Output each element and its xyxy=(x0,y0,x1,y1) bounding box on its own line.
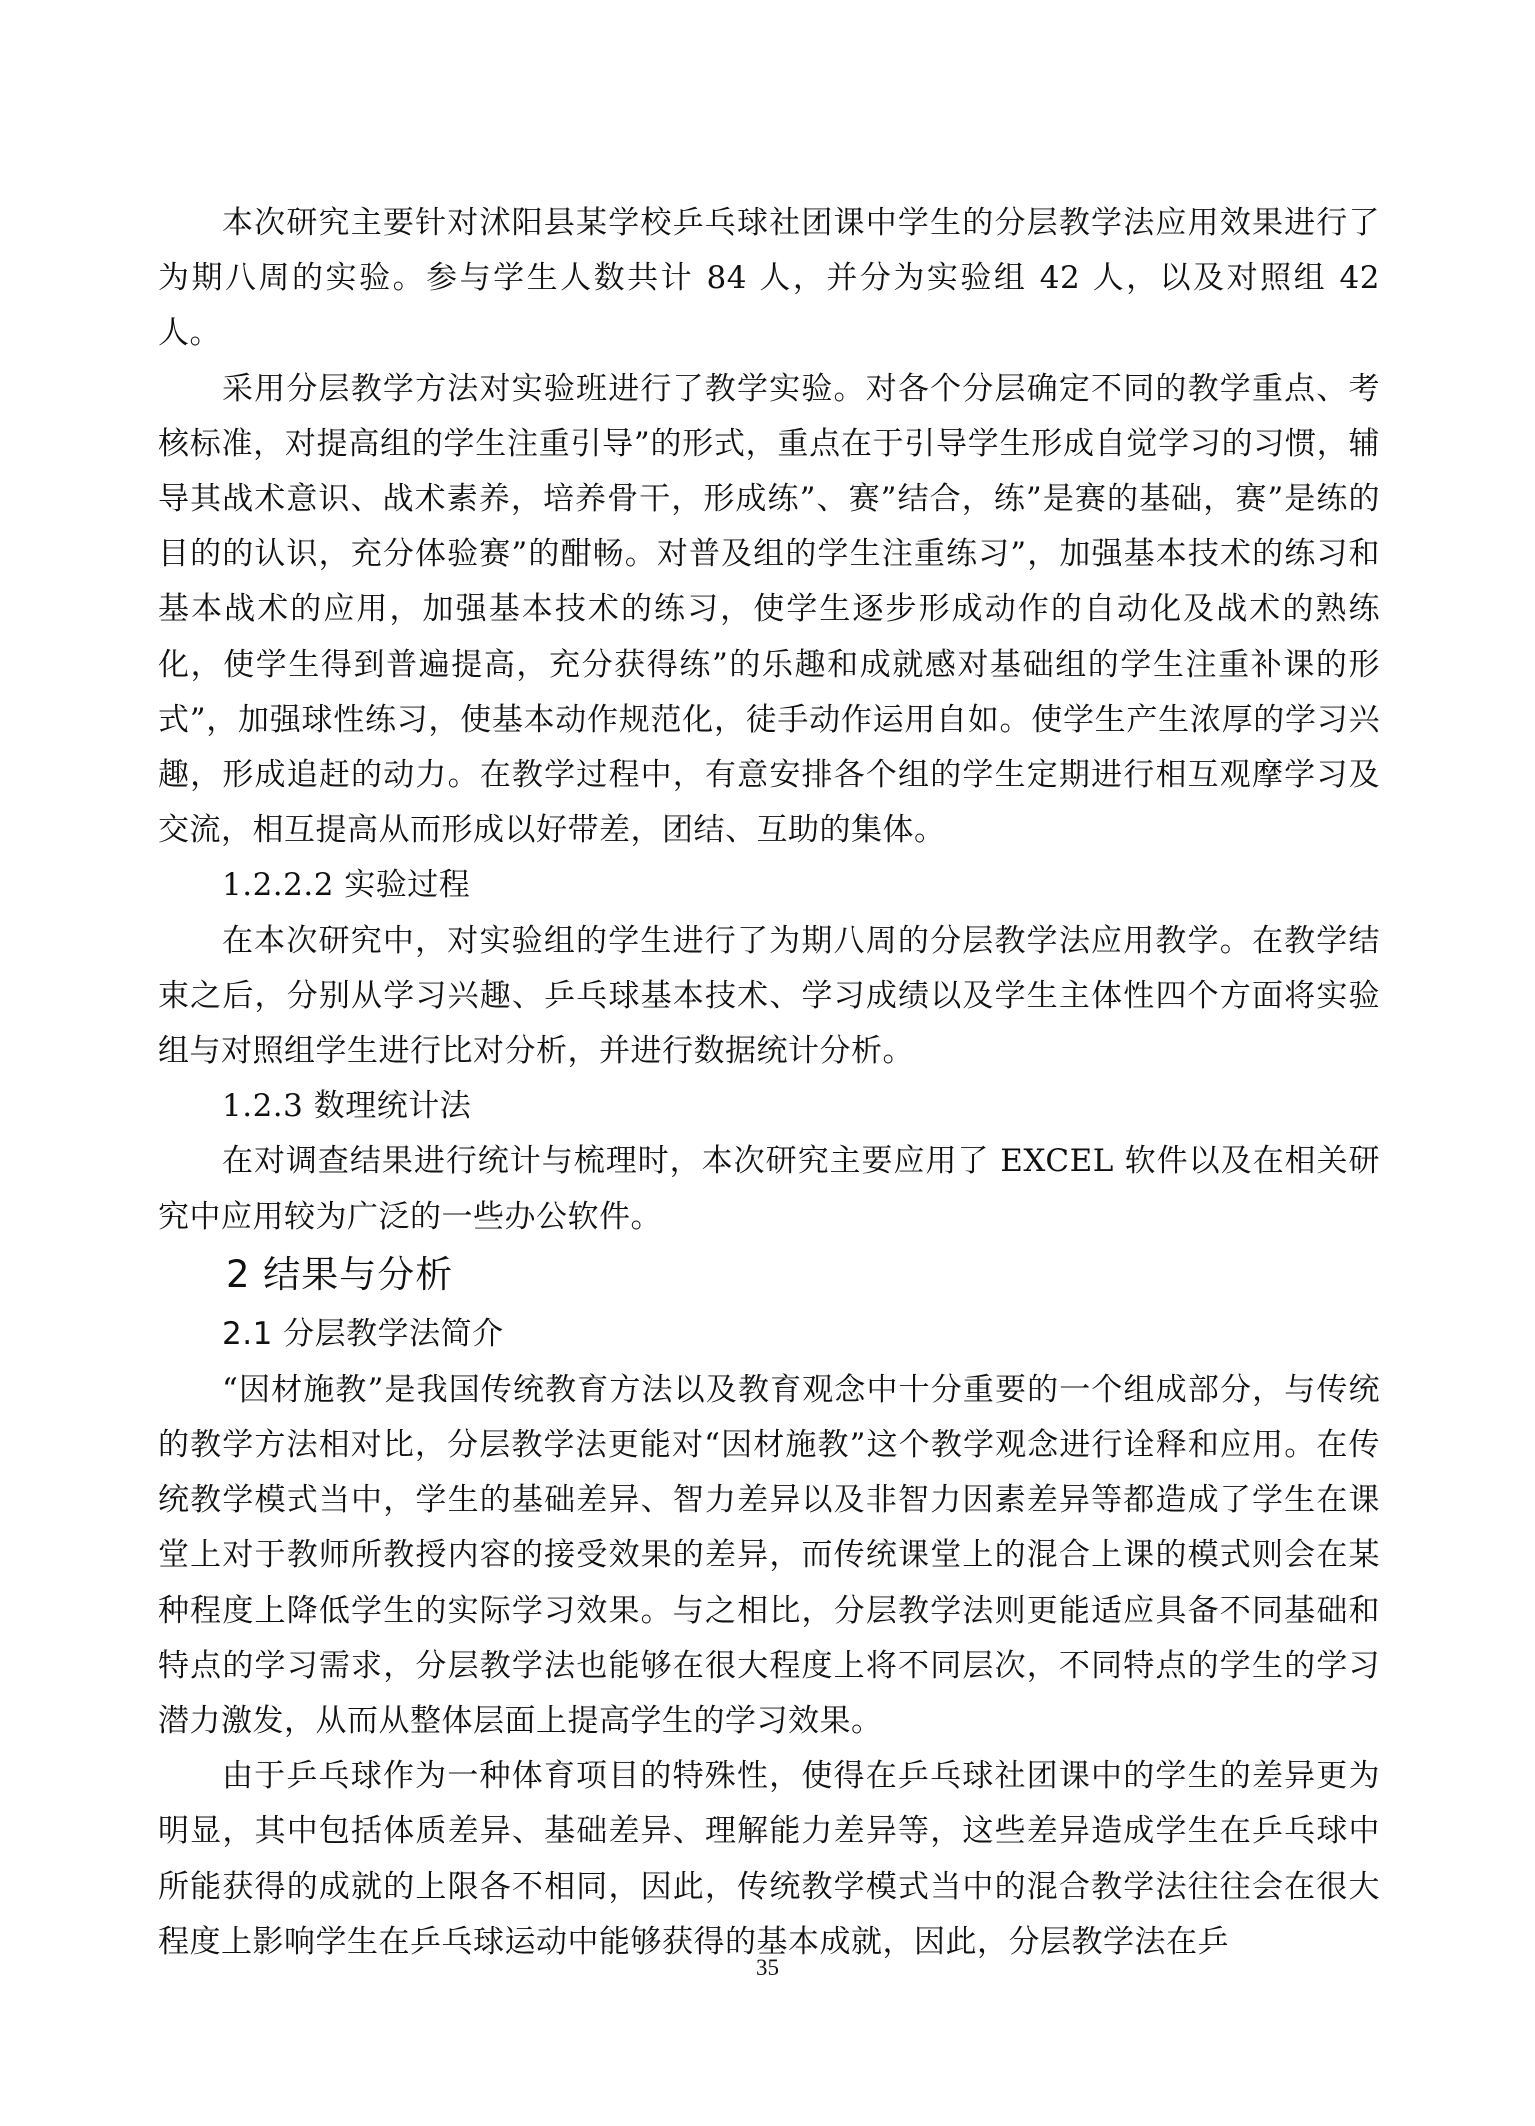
paragraph-statistics: 在对调查结果进行统计与梳理时，本次研究主要应用了 EXCEL 软件以及在相关研究中应用较为广泛的一些办公软件。 xyxy=(158,1143,1380,1235)
subheading-experiment-process: 1.2.2.2 实验过程 xyxy=(222,867,471,904)
paragraph-layered-method: 采用分层教学方法对实验班进行了教学实验。对各个分层确定不同的教学重点、考核标准，对提高组的学生注重引导”的形式，重点在于引导学生形成自觉学习的习惯，辅导其战术意识、战术素养，培养骨干，形成练”、赛”结合，练”是赛的基础，赛”是练的目的的认识，充分体验赛”的酣畅。对普及组的学生注重练习”，加强基本技术的练习和基本战术的应用，加强基本技术的练习，使学生逐步形成动作的自动化及战术的熟练化，使学生得到普遍提高，充分获得练”的乐趣和成就感对基础组的学生注重补课的形式”，加强球性练习，使基本动作规范化，徒手动作运用自如。使学生产生浓厚的学习兴趣，形成追赶的动力。在教学过程中，有意安排各个组的学生定期进行相互观摩学习及交流，相互提高从而形成以好带差，团结、互助的集体。 xyxy=(158,370,1380,849)
section-heading-intro: 2.1 分层教学法简介 xyxy=(222,1315,504,1352)
paragraph-experiment-scope: 本次研究主要针对沭阳县某学校乒乓球社团课中学生的分层教学法应用效果进行了为期八周的实验。参与学生人数共计 84 人，并分为实验组 42 人，以及对照组 42 人。 xyxy=(158,205,1380,352)
paragraph-intro: “因材施教”是我国传统教育方法以及教育观念中十分重要的一个组成部分，与传统的教学方法相对比，分层教学法更能对“因材施教”这个教学观念进行诠释和应用。在传统教学模式当中，学生的基础差异、智力差异以及非智力因素差异等都造成了学生在课堂上对于教师所教授内容的接受效果的差异，而传统课堂上的混合上课的模式则会在某种程度上降低学生的实际学习效果。与之相比，分层教学法则更能适应具备不同基础和特点的学习需求，分层教学法也能够在很大程度上将不同层次，不同特点的学生的学习潜力激发，从而从整体层面上提高学生的学习效果。 xyxy=(158,1371,1380,1740)
page-body xyxy=(158,196,1380,1970)
subheading-statistics: 1.2.3 数理统计法 xyxy=(222,1088,472,1125)
paragraph-experiment-process: 在本次研究中，对实验组的学生进行了为期八周的分层教学法应用教学。在教学结束之后，分别从学习兴趣、乒乓球基本技术、学习成绩以及学生主体性四个方面将实验组与对照组学生进行比对分析，并进行数据统计分析。 xyxy=(158,922,1380,1070)
section-heading-results: 2 结果与分析 xyxy=(226,1252,454,1296)
paragraph-table-tennis: 由于乒乓球作为一种体育项目的特殊性，使得在乒乓球社团课中的学生的差异更为明显，其中包括体质差异、基础差异、理解能力差异等，这些差异造成学生在乒乓球中所能获得的成就的上限各不相同，因此，传统教学模式当中的混合教学法往往会在很大程度上影响学生在乒乓球运动中能够获得的基本成就，因此，分层教学法在乒 xyxy=(158,1758,1380,1960)
page-number: 35 xyxy=(756,1955,779,1980)
